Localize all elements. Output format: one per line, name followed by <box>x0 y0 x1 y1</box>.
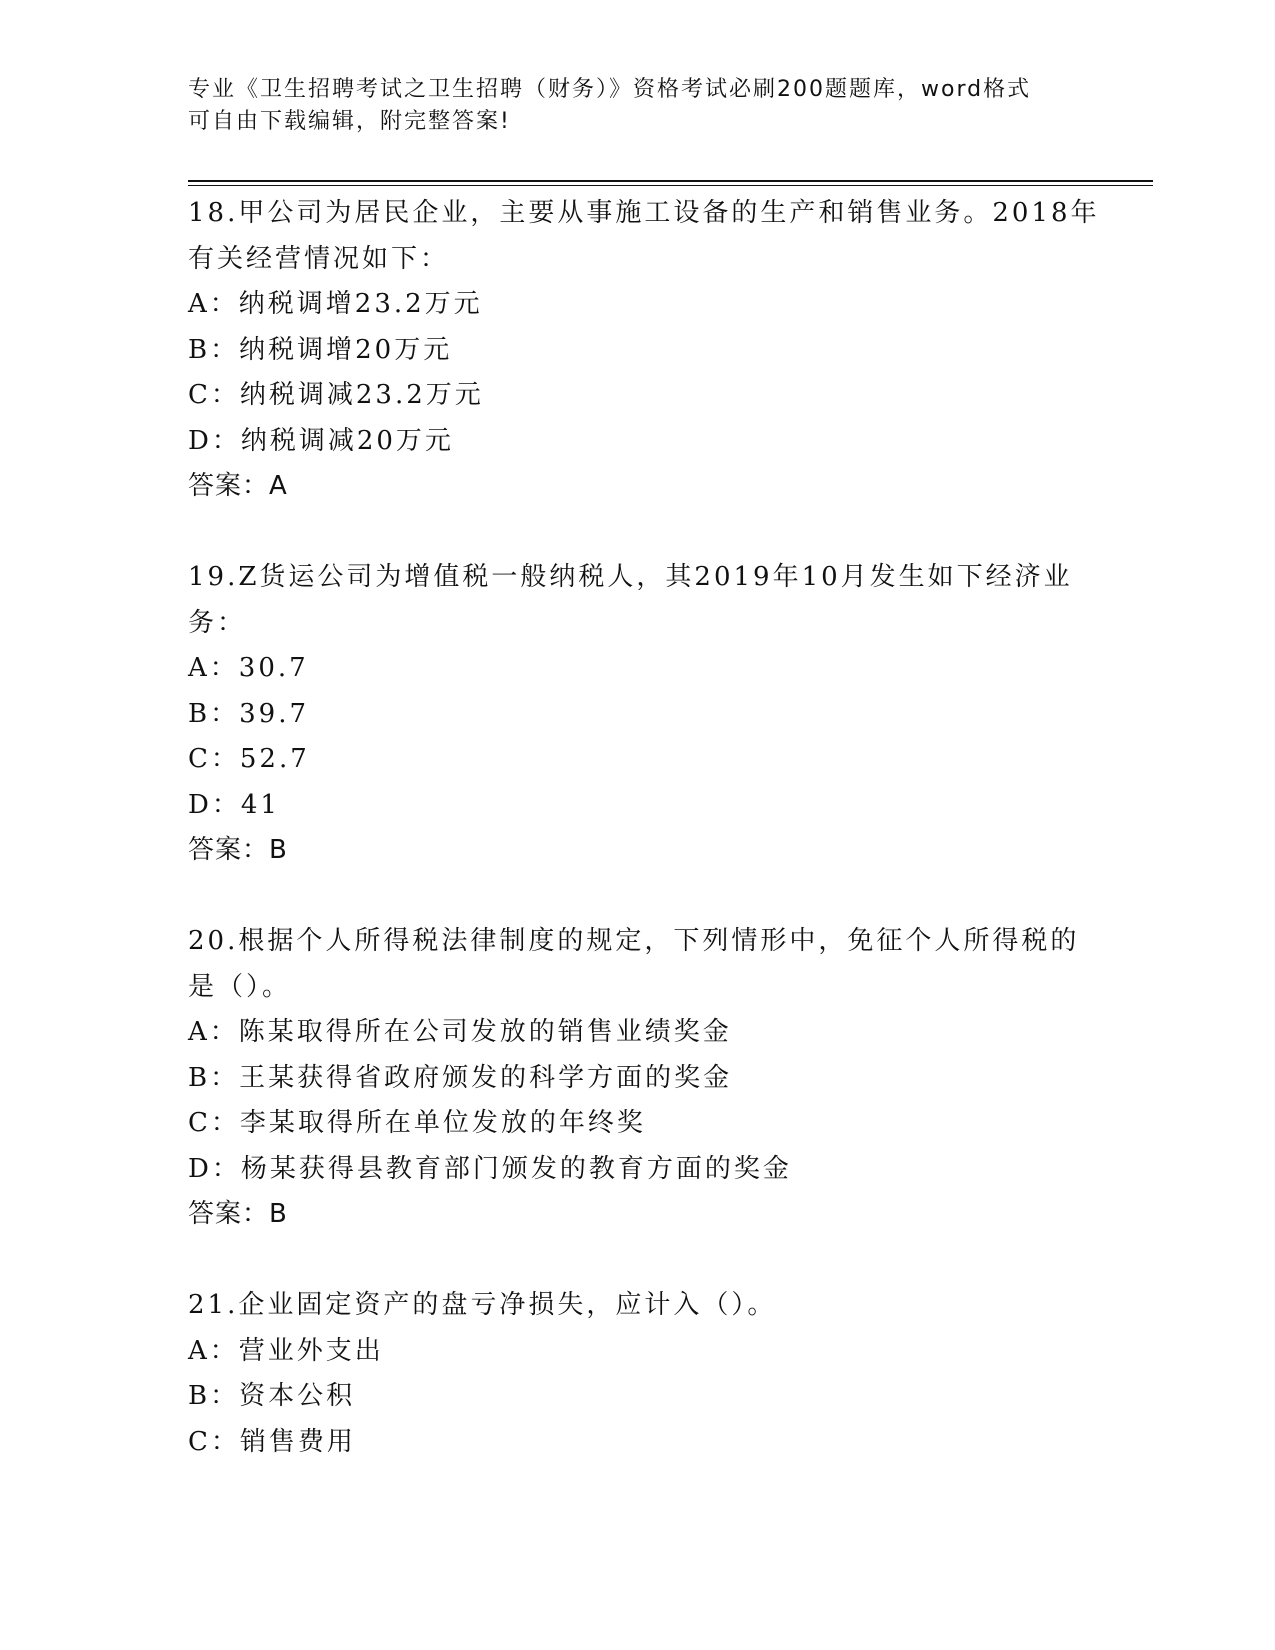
option-d: D：41 <box>188 789 280 820</box>
option-c: C：李某取得所在单位发放的年终奖 <box>188 1108 646 1138</box>
question-list <box>188 191 1100 1465</box>
option-a: A：纳税调增23.2万元 <box>188 289 483 319</box>
option-c: C：销售费用 <box>188 1426 356 1457</box>
question-stem: 21.企业固定资产的盘亏净损失，应计入（）。 <box>188 1290 777 1320</box>
question-19 <box>188 555 1078 874</box>
question-stem: 19.Z货运公司为增值税一般纳税人，其2019年10月发生如下经济业 <box>188 562 1073 592</box>
option-a: A：30.7 <box>188 653 309 683</box>
answer: 答案：B <box>188 835 288 865</box>
option-d: D：纳税调减20万元 <box>188 425 454 456</box>
option-a: A：陈某取得所在公司发放的销售业绩奖金 <box>188 1017 732 1047</box>
question-21 <box>188 1283 1078 1465</box>
question-spacer <box>188 874 1078 920</box>
option-b: B：纳税调增20万元 <box>188 334 453 365</box>
question-stem-cont: 务： <box>188 607 247 638</box>
option-c: C：52.7 <box>188 744 310 774</box>
option-d: D：杨某获得县教育部门颁发的教育方面的奖金 <box>188 1153 792 1184</box>
option-a: A：营业外支出 <box>188 1335 384 1366</box>
question-spacer <box>188 1238 1078 1284</box>
document-header <box>188 74 1068 138</box>
header-divider <box>188 180 1153 186</box>
header-line-2: 可自由下载编辑，附完整答案! <box>188 109 511 134</box>
option-b: B：王某获得省政府颁发的科学方面的奖金 <box>188 1062 733 1093</box>
header-line-1: 专业《卫生招聘考试之卫生招聘（财务）》资格考试必刷200题题库，word格式 <box>188 77 1032 102</box>
option-b: B：资本公积 <box>188 1381 356 1411</box>
question-stem: 18.甲公司为居民企业，主要从事施工设备的生产和销售业务。2018年 <box>188 198 1100 228</box>
option-b: B：39.7 <box>188 698 309 729</box>
question-stem: 20.根据个人所得税法律制度的规定，下列情形中，免征个人所得税的 <box>188 926 1080 956</box>
question-spacer <box>188 510 1078 556</box>
question-stem-cont: 是（）。 <box>188 971 292 1002</box>
question-18 <box>188 191 1100 510</box>
answer: 答案：B <box>188 1199 288 1229</box>
option-c: C：纳税调减23.2万元 <box>188 380 484 410</box>
question-stem-cont: 有关经营情况如下： <box>188 243 450 274</box>
answer: 答案：A <box>188 471 288 501</box>
question-20 <box>188 919 1078 1238</box>
